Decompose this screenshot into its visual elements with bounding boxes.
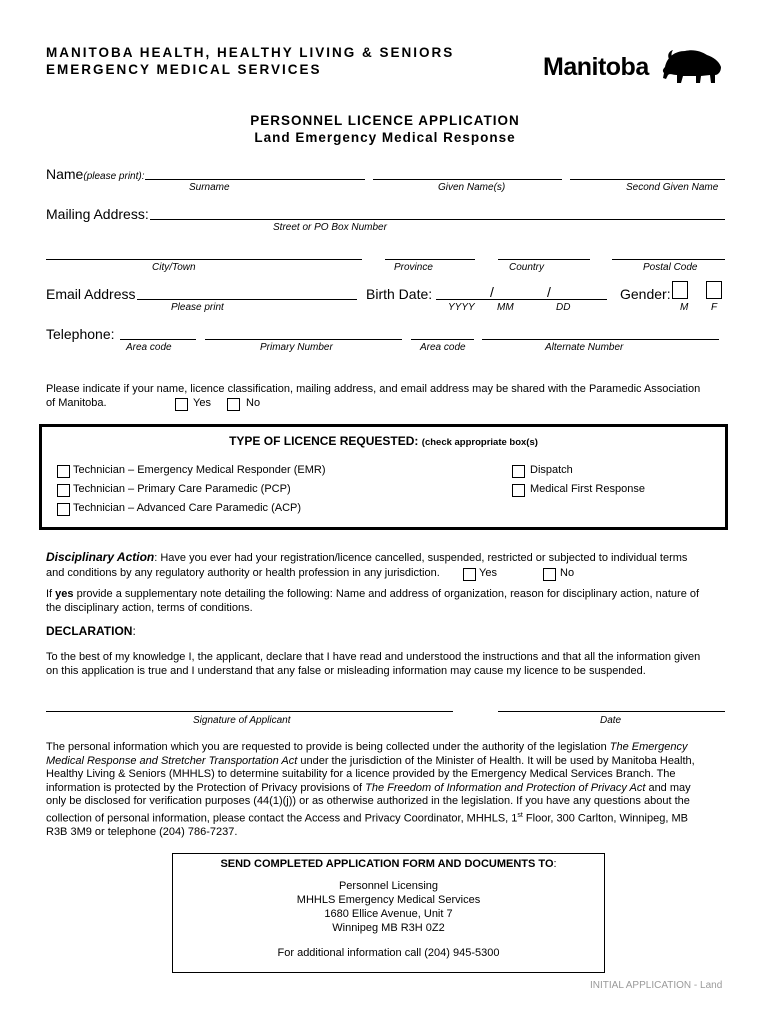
second-given-caption: Second Given Name <box>626 182 719 193</box>
yyyy-caption: YYYY <box>448 302 475 313</box>
pcp-label: Technician – Primary Care Paramedic (PCP) <box>73 483 291 495</box>
bison-icon <box>661 45 723 85</box>
date-caption: Date <box>600 715 622 726</box>
surname-caption: Surname <box>189 182 230 193</box>
emr-label: Technician – Emergency Medical Responder (EMR) <box>73 464 326 476</box>
postal-code-field[interactable] <box>612 259 725 260</box>
share-no-checkbox[interactable] <box>227 398 240 411</box>
share-consent-text-2: of Manitoba. <box>46 397 107 409</box>
disciplinary-note-2: the disciplinary action, terms of conditions. <box>46 602 253 614</box>
alternate-number-field[interactable] <box>482 339 719 340</box>
organization-name: MANITOBA HEALTH, HEALTHY LIVING & SENIORS <box>46 45 455 60</box>
email-field[interactable] <box>137 299 357 300</box>
licence-type-section <box>39 424 728 530</box>
mm-caption: MM <box>497 302 514 313</box>
footer-label: INITIAL APPLICATION - Land <box>590 980 723 991</box>
street-caption: Street or PO Box Number <box>273 222 387 233</box>
branch-name: EMERGENCY MEDICAL SERVICES <box>46 62 322 77</box>
country-field[interactable] <box>498 259 590 260</box>
disciplinary-yes-label: Yes <box>479 567 497 579</box>
disciplinary-question-2: and conditions by any regulatory authority or health profession in any jurisdiction. <box>46 567 440 579</box>
primary-number-field[interactable] <box>205 339 402 340</box>
surname-field[interactable] <box>145 179 365 180</box>
signature-caption: Signature of Applicant <box>193 715 291 726</box>
send-heading: SEND COMPLETED APPLICATION FORM AND DOCUMENTS TO: <box>220 858 557 870</box>
send-line: MHHLS Emergency Medical Services <box>296 894 481 906</box>
alt-area-code-caption: Area code <box>420 342 466 353</box>
privacy-notice: The personal information which you are requested to provide is being collected under the authority of the legislation The Emergency Medical Response and Stretcher Transportation Act under the jurisdiction of the Minister of Health. It will be used by Manitoba Health, Healthy Living & Seniors (MHHLS) to determine suitability for a licence provided by the Emergency Medical Services Branch. The information is protected by the Protection of Privacy provisions of The Freedom of Information and Protection of Privacy Act and may only be disclosed for verification purposes (44(1)(j)) or as otherwise authorized in the legislation. If you have any questions about the collection of personal information, please contact the Access and Privacy Coordinator, MHHLS, 1st Floor, 300 Carlton, Winnipeg, MB R3B 3M9 or telephone (204) 786-7237. <box>46 741 695 838</box>
disciplinary-no-label: No <box>560 567 575 579</box>
gender-male-checkbox[interactable] <box>672 281 688 299</box>
postal-caption: Postal Code <box>643 262 698 273</box>
additional-info: For additional information call (204) 945-5300 <box>277 947 500 959</box>
send-line: Personnel Licensing <box>338 880 439 892</box>
share-no-label: No <box>246 397 261 409</box>
share-yes-label: Yes <box>193 397 211 409</box>
mailing-address-label: Mailing Address: <box>46 206 149 222</box>
share-consent-text: Please indicate if your name, licence classification, mailing address, and email address may be shared with the Paramedic Association <box>46 383 701 395</box>
acp-checkbox[interactable] <box>57 503 70 516</box>
send-line: Winnipeg MB R3H 0Z2 <box>332 922 445 934</box>
disciplinary-note: If yes provide a supplementary note detailing the following: Name and address of organization, reason for disciplinary action, nature of <box>46 588 700 600</box>
gender-female-checkbox[interactable] <box>706 281 722 299</box>
birth-date-field[interactable] <box>436 299 607 300</box>
area-code-field[interactable] <box>120 339 196 340</box>
second-given-name-field[interactable] <box>570 179 725 180</box>
city-field[interactable] <box>46 259 362 260</box>
manitoba-logo <box>543 45 723 87</box>
male-caption: M <box>680 302 689 313</box>
logo-text: Manitoba <box>543 53 649 81</box>
dd-caption: DD <box>556 302 571 313</box>
province-caption: Province <box>394 262 433 273</box>
area-code-caption: Area code <box>126 342 172 353</box>
disciplinary-no-checkbox[interactable] <box>543 568 556 581</box>
declaration-text-2: on this application is true and I understand that any false or misleading information may cause my licence to be suspended. <box>46 665 646 677</box>
form-subtitle: Land Emergency Medical Response <box>254 130 516 145</box>
declaration-text: To the best of my knowledge I, the applicant, declare that I have read and understood the instructions and that all the information given <box>46 651 701 663</box>
date-separator: / <box>547 284 551 300</box>
share-yes-checkbox[interactable] <box>175 398 188 411</box>
name-label: Name(please print): <box>46 166 145 182</box>
signature-field[interactable] <box>46 711 453 712</box>
given-name-field[interactable] <box>373 179 562 180</box>
gender-label: Gender: <box>620 286 671 302</box>
dispatch-checkbox[interactable] <box>512 465 525 478</box>
given-names-caption: Given Name(s) <box>438 182 506 193</box>
date-field[interactable] <box>498 711 725 712</box>
mfr-label: Medical First Response <box>530 483 645 495</box>
alternate-number-caption: Alternate Number <box>545 342 624 353</box>
emr-checkbox[interactable] <box>57 465 70 478</box>
telephone-label: Telephone: <box>46 326 115 342</box>
primary-number-caption: Primary Number <box>260 342 333 353</box>
email-label: Email Address <box>46 286 136 302</box>
mfr-checkbox[interactable] <box>512 484 525 497</box>
acp-label: Technician – Advanced Care Paramedic (ACP) <box>73 502 302 514</box>
city-caption: City/Town <box>152 262 196 273</box>
province-field[interactable] <box>385 259 475 260</box>
female-caption: F <box>711 302 718 313</box>
mailing-instructions-box <box>172 853 605 973</box>
alt-area-code-field[interactable] <box>411 339 474 340</box>
licence-type-heading: TYPE OF LICENCE REQUESTED: (check appropriate box(s) <box>229 434 538 448</box>
pcp-checkbox[interactable] <box>57 484 70 497</box>
date-separator: / <box>490 284 494 300</box>
country-caption: Country <box>509 262 545 273</box>
form-title: PERSONNEL LICENCE APPLICATION <box>250 113 520 128</box>
email-caption: Please print <box>171 302 224 313</box>
disciplinary-question: Disciplinary Action: Have you ever had your registration/licence cancelled, suspended, restricted or subjected to individual terms <box>46 550 688 564</box>
birth-date-label: Birth Date: <box>366 286 433 302</box>
street-field[interactable] <box>150 219 725 220</box>
declaration-heading: DECLARATION: <box>46 624 136 638</box>
disciplinary-yes-checkbox[interactable] <box>463 568 476 581</box>
send-line: 1680 Ellice Avenue, Unit 7 <box>324 908 453 920</box>
dispatch-label: Dispatch <box>530 464 573 476</box>
